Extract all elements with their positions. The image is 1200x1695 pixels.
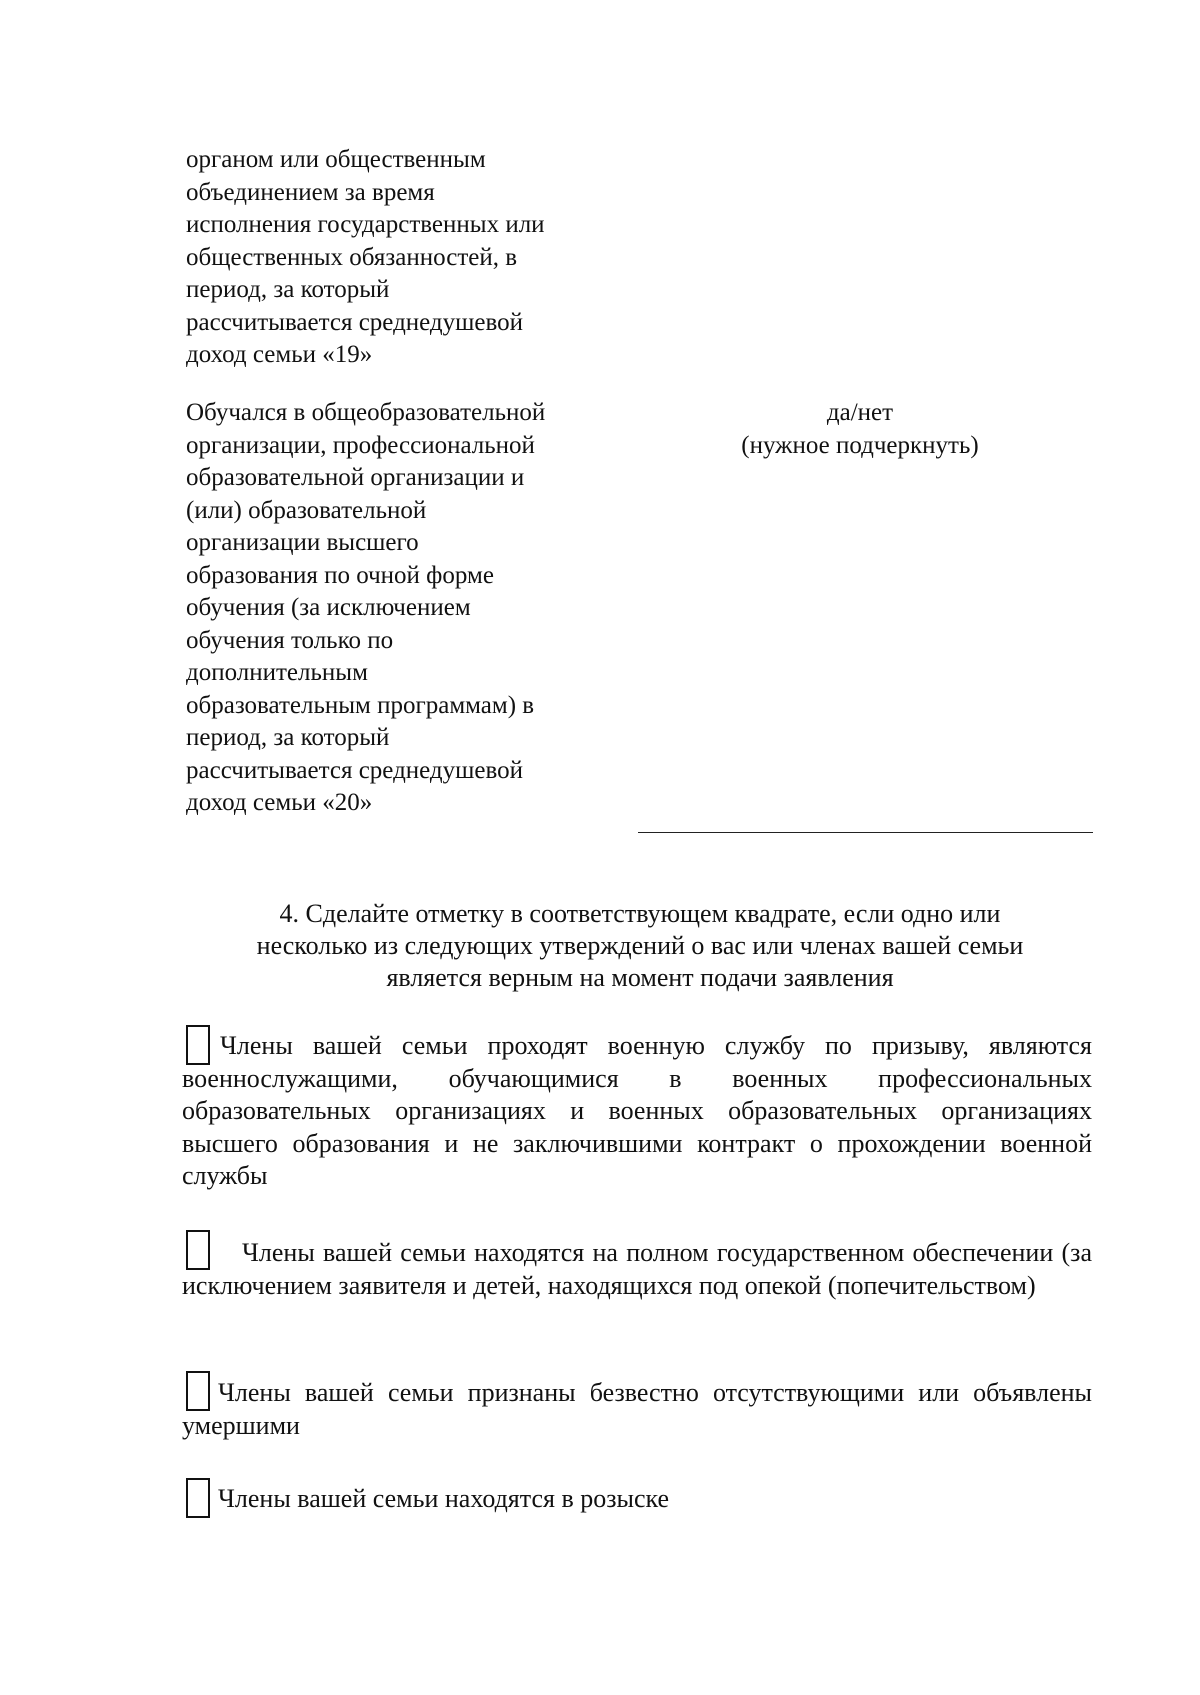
statement-text: Члены вашей семьи находятся на полном государственном обеспечении (за исключением заявителя и детей, находящихся под опекой (попечительством) [182, 1238, 1092, 1300]
statement-missing-or-deceased [182, 1377, 1092, 1442]
continued-row-text: органом или общественным объединением за время исполнения государственных или общественных обязанностей, в период, за который рассчитывается среднедушевой доход семьи «19» [186, 146, 545, 368]
statement-text: Члены вашей семьи признаны безвестно отсутствующими или объявлены умершими [182, 1378, 1092, 1440]
signature-line [638, 832, 1093, 833]
answer-hint: (нужное подчеркнуть) [741, 431, 979, 459]
study-row-answer [700, 397, 1020, 462]
section-heading: 4. Сделайте отметку в соответствующем квадрате, если одно или несколько из следующих утверждений о вас или членах вашей семьи является верным на момент подачи заявления [256, 899, 1024, 992]
statement-military-service [182, 1030, 1092, 1193]
statement-state-support [182, 1237, 1092, 1302]
statement-text: Члены вашей семьи находятся в розыске [218, 1484, 670, 1513]
yes-no-choice[interactable]: да/нет [826, 399, 894, 426]
statement-wanted [182, 1483, 1092, 1516]
study-row-text: Обучался в общеобразовательной организации, профессиональной образовательной организации и (или) образовательной организации высшего образования по очной форме обучения (за исключением обучения только по дополнительным образовательным программам) в период, за который рассчитывается среднедушевой доход семьи «20» [186, 399, 546, 816]
statement-text: Члены вашей семьи проходят военную службу по призыву, являются военнослужащими, обучающимися в военных профессиональных образовательных организациях и военных образовательных организациях высшего образования и не заключившими контракт о прохождении военной службы [182, 1031, 1092, 1190]
